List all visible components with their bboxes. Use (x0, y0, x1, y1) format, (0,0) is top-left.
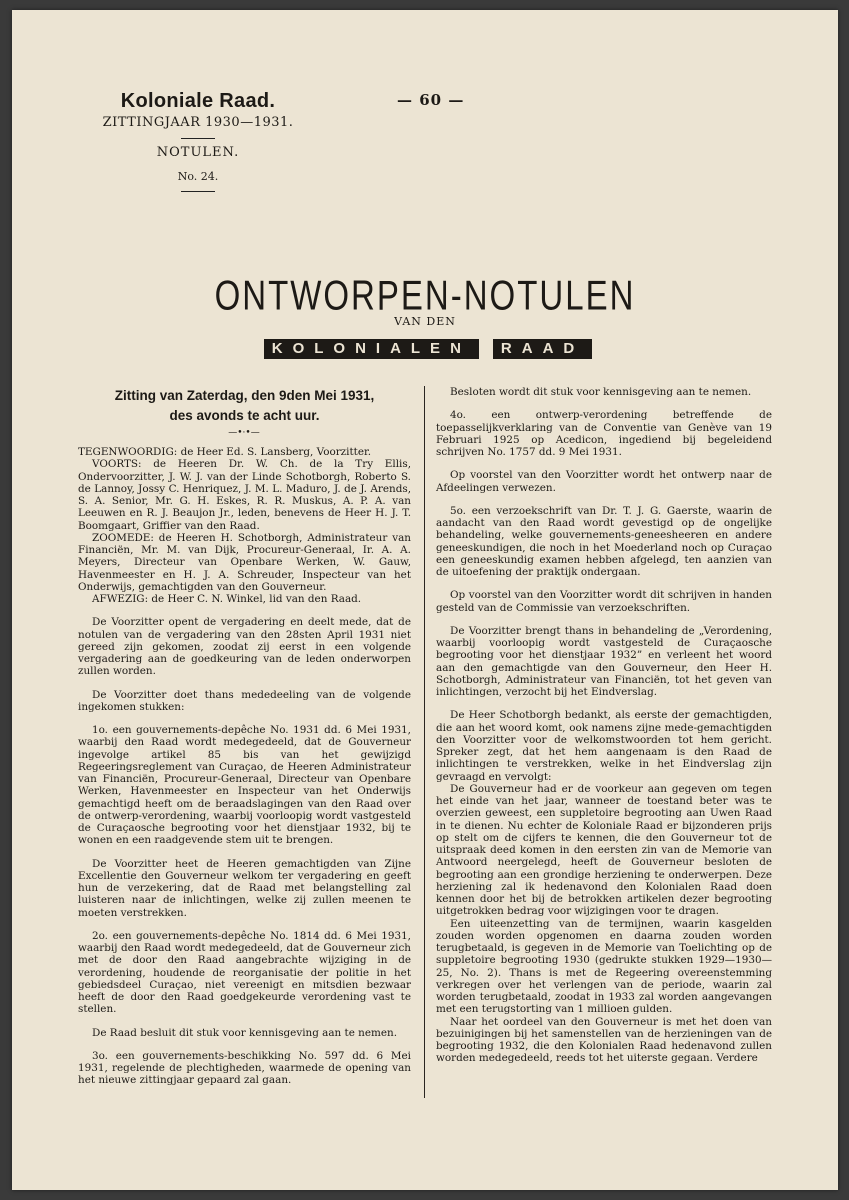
masthead-subtitle: VAN DEN (394, 315, 456, 328)
session-year: ZITTINGJAAR 1930—1931. (102, 115, 294, 130)
banner-word-raad: RAAD (493, 339, 592, 359)
paragraph: 5o. een verzoekschrift van Dr. T. J. G. Gaerste, waarin de aandacht van den Raad wordt gevestigd op de ongelijke behandeling, welke gouvernements-geneesheeren en andere geneeskundigen, die noch in het Moederland noch op Curaçao een geneeskundig examen hebben afgelegd, ten aanzien van de uitoefening der praktijk ondergaan. (436, 504, 772, 578)
paragraph: De Heer Schotborgh bedankt, als eerste der gemachtigden, die aan het woord komt, ook namens zijne mede-gemachtigden den Voorzitter voor de welkomstwoorden tot hem gericht. Spreker zegt, dat het hem aangenaam is den Raad de inlichtingen te verstrekken, welke in het Eindverslag zijn gevraagd en vervolgt: (436, 709, 772, 783)
column-divider (424, 386, 425, 1098)
header-rule (181, 138, 215, 139)
paragraph: ZOOMEDE: de Heeren H. Schotborgh, Administrateur van Financiën, Mr. M. van Dijk, Procureur-Generaal, Ir. A. A. Meyers, Directeur van Openbare Werken, W. Gauw, Havenmeester en H. J. A. Schreuder, Inspecteur van het Onderwijs, gemachtigden van den Gouverneur. (78, 531, 411, 593)
issue-number: No. 24. (177, 170, 219, 183)
paragraph: 2o. een gouvernements-depêche No. 1814 dd. 6 Mei 1931, waarbij den Raad wordt medegedeeld, dat de Gouverneur zich met de door den Raad aangebrachte wijziging in de verordening, houdende de reorganisatie der politie in het gebiedsdeel Curaçao, niet vereenigt en mitsdien bezwaar heeft de door den Raad goedgekeurde verordening vast te stellen. (78, 929, 411, 1016)
paragraph: Op voorstel van den Voorzitter wordt dit schrijven in handen gesteld van de Commissie van verzoekschriften. (436, 589, 772, 614)
paragraph: De Raad besluit dit stuk voor kennisgeving aan te nemen. (92, 1026, 398, 1039)
paragraph: AFWEZIG: de Heer C. N. Winkel, lid van den Raad. (92, 593, 362, 605)
paragraph: 4o. een ontwerp-verordening betreffende de toepasselijkverklaring van de Conventie van Genève van 19 Februari 1925 op Acedicon, ingediend bij begeleidend schrijven No. 1757 dd. 9 Mei 1931. (436, 409, 772, 458)
paragraph: Naar het oordeel van den Gouverneur is met het doen van bezuinigingen bij het samenstellen van de herzieningen van de begrooting 1932, die den Kolonialen Raad hedenavond zullen worden medegedeeld, reeds tot het uiterste gegaan. Verdere (436, 1015, 772, 1065)
masthead-banner (180, 339, 676, 359)
notulen-label: NOTULEN. (156, 145, 240, 160)
session-time: des avonds te acht uur. (169, 408, 320, 423)
right-column (436, 386, 772, 1065)
paragraph: Een uiteenzetting van de termijnen, waarin kasgelden zouden worden opgenomen en daarna zouden worden terugbetaald, is gegeven in de Memorie van Toelichting op de suppletoire begrooting 1930 (gedrukte stukken 1929—1930—25, No. 2). Thans is met de Regeering overeenstemming verkregen over het verlengen van de periode, waarin zal worden terugbetaald, zoodat in 1933 zal worden aangevangen met een terugstorting van 1 millioen gulden. (436, 917, 772, 1016)
paragraph: De Voorzitter brengt thans in behandeling de „Verordening, waarbij voorloopig wordt vastgesteld de Curaçaosche begrooting voor het dienstjaar 1932” en verleent het woord aan den gemachtigde van den Gouverneur, den Heer H. Schotborgh, Administrateur van Financiën, tot het geven van inlichtingen, verzocht bij het Eindverslag. (436, 624, 772, 698)
session-heading (78, 386, 411, 426)
ornament-divider: —•·•— (228, 428, 260, 438)
paragraph: TEGENWOORDIG: de Heer Ed. S. Lansberg, Voorzitter. (78, 446, 372, 458)
document-header (88, 90, 308, 192)
paragraph: VOORTS: de Heeren Dr. W. Ch. de la Try Ellis, Ondervoorzitter, J. W. J. van der Linde Schotborgh, Roberto S. de Lannoy, Jossy C. Henriquez, J. M. L. Maduro, J. de J. Arends, S. A. Senior, Mr. G. H. Eskes, R. R. Muskus, A. P. A. van Leeuwen en R. J. Beaujon Jr., leden, benevens de Heer H. J. T. Boomgaart, Griffier van den Raad. (78, 458, 411, 532)
page-number: — 60 — (397, 91, 465, 109)
masthead-title: ONTWORPEN-NOTULEN (214, 272, 636, 319)
paragraph: Besloten wordt dit stuk voor kennisgeving aan te nemen. (450, 386, 752, 398)
paragraph: De Voorzitter opent de vergadering en deelt mede, dat de notulen van de vergadering van den 28sten April 1931 niet gereed zijn gekomen, zoodat zij eerst in een volgende vergadering aan de goedkeuring van de leden onderworpen zullen worden. (78, 616, 411, 678)
paragraph: De Gouverneur had er de voorkeur aan gegeven om tegen het einde van het jaar, wanneer de toestand beter was te overzien geweest, een suppletoire begrooting aan Uwen Raad in te dienen. Nu echter de Koloniale Raad er bijzonderen prijs op stelt om de cijfers te kennen, die den Gouverneur tot de uitspraak deed komen in den eersten zin van de Memorie van Antwoord neergelegd, heeft de Gouverneur besloten de begrooting aan een grondige herziening te onderwerpen. Deze herziening zal ik hedenavond den Kolonialen Raad doen kennen door het bij de betrokken artikelen dezer begrooting uitgetrokken bedrag voor wijzigingen voor te dragen. (436, 782, 772, 918)
paragraph: 3o. een gouvernements-beschikking No. 597 dd. 6 Mei 1931, regelende de plechtigheden, waarmede de opening van het nieuwe zittingjaar gepaard zal gaan. (78, 1049, 411, 1087)
council-title: Koloniale Raad. (120, 90, 276, 112)
paragraph: Op voorstel van den Voorzitter wordt het ontwerp naar de Afdeelingen verwezen. (436, 469, 772, 494)
paragraph: 1o. een gouvernements-depêche No. 1931 dd. 6 Mei 1931, waarbij den Raad wordt medegedeeld, dat de Gouverneur ingevolge artikel 85 bis van het gewijzigd Regeeringsreglement van Curaçao, de Heeren Administrateur van Financiën, Procureur-Generaal, Directeur van Openbare Werken, Havenmeester en Inspecteur van het Onderwijs gemachtigd heeft om de beraadslagingen van den Raad over de ontwerp-verordening, waarbij voorloopig wordt vastgesteld de Curaçaosche begrooting voor het dienstjaar 1932, bij te wonen en een raadgevende stem uit te brengen. (78, 724, 411, 847)
left-column (78, 446, 411, 1098)
paragraph: De Voorzitter heet de Heeren gemachtigden van Zijne Excellentie den Gouverneur welkom ter vergadering en geeft hun de verzekering, dat de Raad met belangstelling zal luisteren naar de inlichtingen, welke zij zullen meenen te moeten verstrekken. (78, 857, 411, 919)
banner-word-koloniaal: KOLONIALEN (264, 339, 479, 359)
paragraph: De Voorzitter doet thans mededeeling van de volgende ingekomen stukken: (78, 688, 411, 713)
header-rule-bottom (181, 191, 215, 192)
document-page (12, 10, 838, 1190)
session-date: Zitting van Zaterdag, den 9den Mei 1931, (114, 388, 375, 403)
